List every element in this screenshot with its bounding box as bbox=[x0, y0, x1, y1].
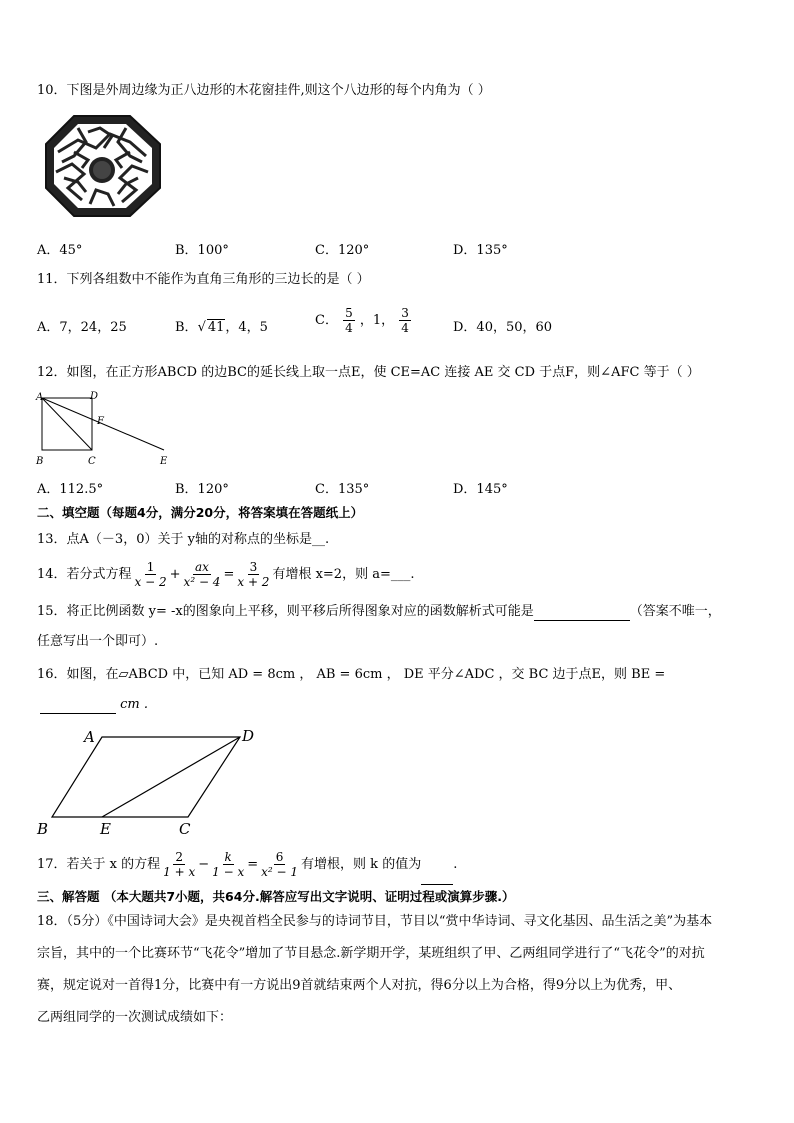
section-2-heading: 二、填空题（每题4分，满分20分，将答案填在答题纸上） bbox=[37, 505, 364, 520]
q18-line2: 宗旨，其中的一个比赛环节“飞花令”增加了节目悬念.新学期开学，某班组织了甲、乙两组同学进行了“飞花令”的对抗 bbox=[37, 946, 705, 961]
parallelogram-figure bbox=[34, 722, 274, 840]
q11-option-d: D．40，50，60 bbox=[453, 320, 553, 335]
q16-label-e: E bbox=[100, 820, 111, 838]
q10-option-c: C．120° bbox=[315, 243, 370, 258]
square-figure bbox=[34, 390, 174, 470]
q14-text: 14．若分式方程 $\frac{1}{x - 2}$ + $\frac{ax}{\text{x² − 4}}$ = $\frac{3}{x + 2}$ 有增根 x=2，则 a=___. bbox=[37, 560, 415, 589]
q17-text: 17．若关于 x 的方程 $\frac{2}{1 + x}$ − $\frac{k}{1 - x}$ = $\frac{6}{\text{x² − 1}}$ 有增根，则 k 的值为 . bbox=[37, 845, 457, 885]
q16-label-d: D bbox=[242, 727, 255, 745]
q18-line1: 18．（5分）《中国诗词大会》是央视首档全民参与的诗词节目，节目以“赏中华诗词、寻文化基因、品生活之美”为基本 bbox=[37, 914, 713, 929]
q12-option-c: C．135° bbox=[315, 482, 370, 497]
q11-option-b: B．√ 41，4，5 bbox=[175, 320, 268, 335]
q11-option-a: A．7，24，25 bbox=[37, 320, 127, 335]
q11-stem: 11．下列各组数中不能作为直角三角形的三边长的是（ ） bbox=[37, 272, 370, 287]
q12-option-d: D．145° bbox=[453, 482, 508, 497]
section-3-heading: 三、解答题 （本大题共7小题，共64分.解答应写出文字说明、证明过程或演算步骤.） bbox=[37, 889, 515, 904]
q17-answer-blank[interactable] bbox=[421, 870, 453, 885]
q18-line3: 赛，规定说对一首得1分，比赛中有一方说出9首就结束两个人对抗，得6分以上为合格，得9分以上为优秀，甲、 bbox=[37, 978, 682, 993]
q12-label-f: F bbox=[97, 416, 104, 427]
q16-answer-blank[interactable] bbox=[40, 699, 116, 714]
q12-label-b: B bbox=[36, 456, 44, 467]
q18-line4: 乙两组同学的一次测试成绩如下： bbox=[37, 1010, 233, 1025]
q15-line2: 任意写出一个即可）. bbox=[37, 634, 159, 649]
q12-option-a: A．112.5° bbox=[37, 482, 104, 497]
q13-text: 13．点A（－3，0）关于 y轴的对称点的坐标是__. bbox=[37, 532, 330, 547]
q12-label-e: E bbox=[160, 456, 168, 467]
octagon-window-image bbox=[38, 112, 166, 222]
q12-label-a: A bbox=[36, 392, 44, 403]
q12-label-c: C bbox=[88, 456, 96, 467]
q15-line1: 15．将正比例函数 y= -x的图象向上平移，则平移后所得图象对应的函数解析式可能是 （答案不唯一， bbox=[37, 604, 721, 619]
q16-line1: 16．如图，在▱ABCD 中，已知 AD = 8cm ， AB = 6cm ， DE 平分∠ADC ，交 BC 边于点E，则 BE = bbox=[37, 667, 666, 682]
q10-stem: 10．下图是外周边缘为正八边形的木花窗挂件,则这个八边形的每个内角为（ ） bbox=[37, 83, 491, 98]
q10-option-d: D．135° bbox=[453, 243, 508, 258]
q16-label-c: C bbox=[179, 820, 191, 838]
q11-option-c: C． $\frac{5}{4}$ ，1， $\frac{3}{4}$ bbox=[315, 306, 409, 335]
q16-label-a: A bbox=[84, 728, 95, 746]
q12-option-b: B．120° bbox=[175, 482, 229, 497]
q15-answer-blank[interactable] bbox=[534, 606, 630, 621]
q12-label-d: D bbox=[90, 391, 99, 402]
q10-option-b: B．100° bbox=[175, 243, 229, 258]
q10-option-a: A．45° bbox=[37, 243, 83, 258]
q16-label-b: B bbox=[37, 820, 49, 838]
q16-line2: cm . bbox=[40, 696, 148, 714]
q12-stem: 12．如图，在正方形ABCD 的边BC的延长线上取一点E，使 CE=AC 连接 AE 交 CD 于点F，则∠AFC 等于（ ） bbox=[37, 365, 700, 380]
